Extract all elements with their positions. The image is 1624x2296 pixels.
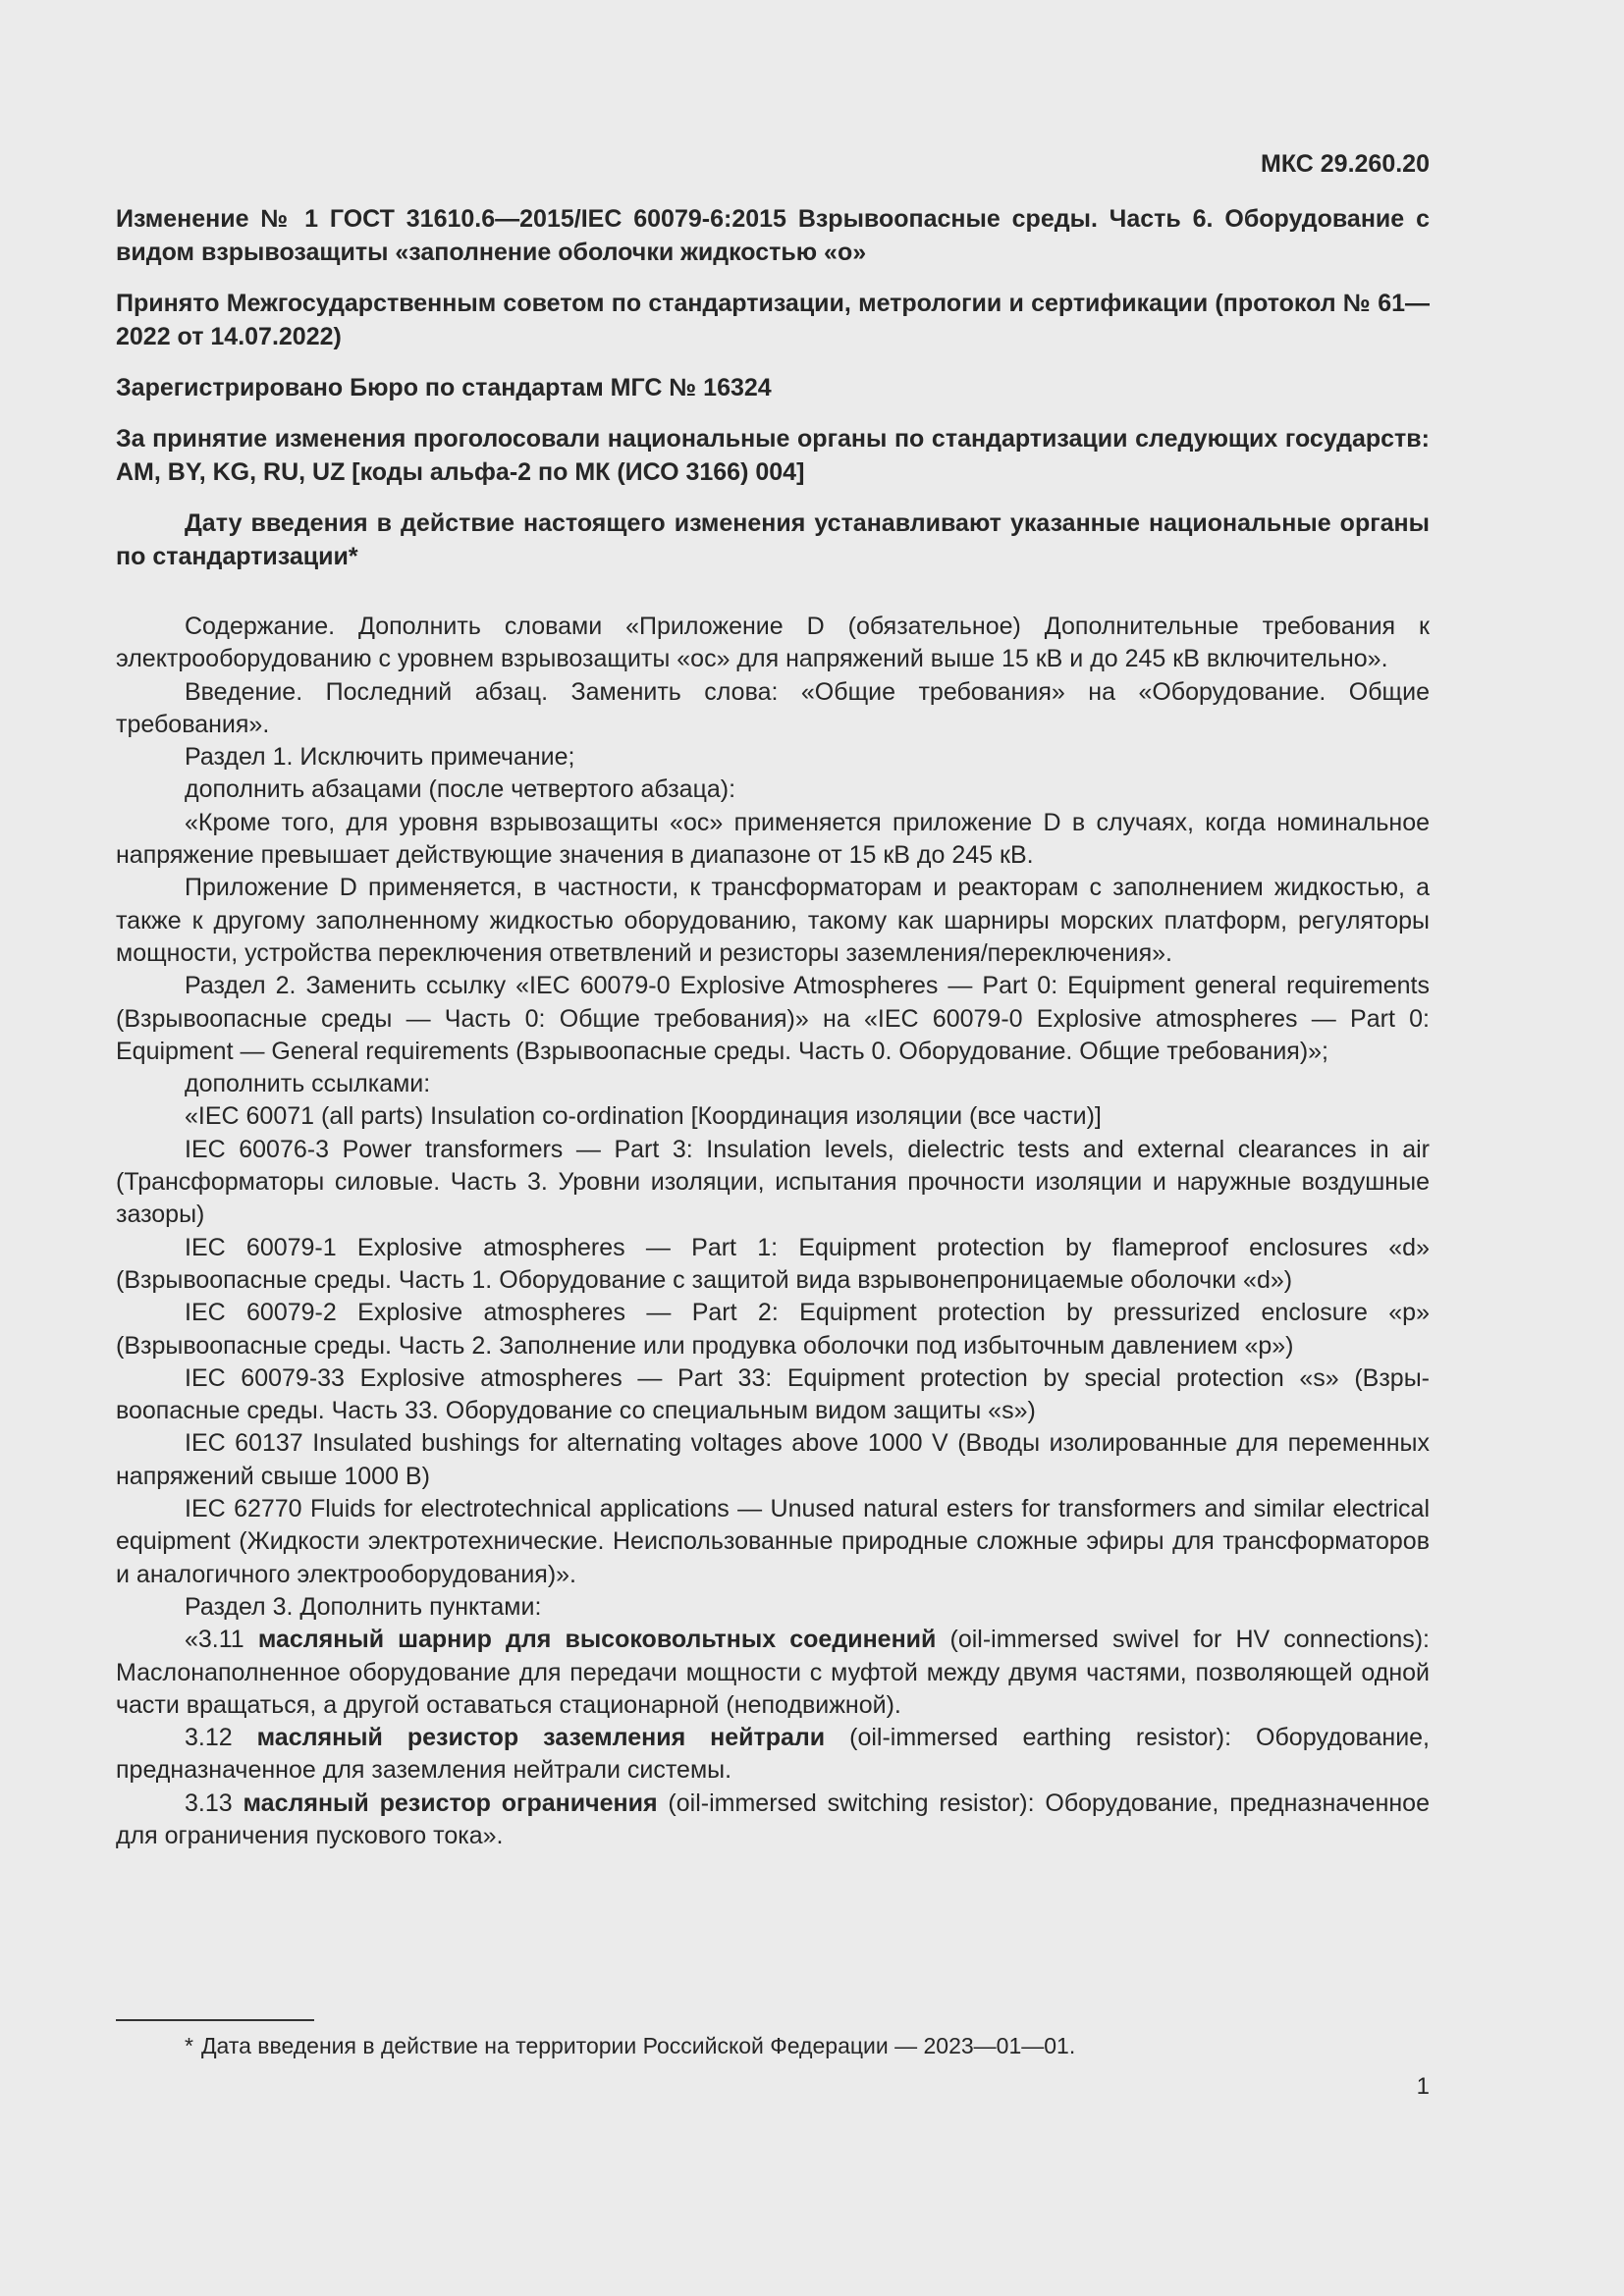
classification-code: МКС 29.260.20 (1261, 150, 1430, 178)
definition-3-11 (116, 1624, 1430, 1722)
definition-term: масляный резистор заземления нейтрали (256, 1724, 826, 1752)
reference-iec-60079-1: IEC 60079-1 Explosive atmospheres — Part 1: Equipment protection by flameproof enclosures «d» (Взрывоопасные среды. Часть 1. Оборудование с защитой вида взрывонепроницаемые оболочки «d») (116, 1233, 1430, 1294)
definition-number: 3.13 (185, 1789, 244, 1817)
reference-iec-60079-33: IEC 60079-33 Explosive atmospheres — Part 33: Equipment protection by special protection «s» (Взрывоопасные среды. Часть 33. Оборудование со специальным видом защиты «s») (116, 1363, 1430, 1425)
reference-iec-60137: IEC 60137 Insulated bushings for alternating voltages above 1000 V (Вводы изолированные для переменных напряжений свыше 1000 В) (116, 1429, 1430, 1490)
footnote-text: Дата введения в действие на территории Российской Федерации — 2023—01—01. (200, 2033, 1076, 2058)
paragraph-section-1-text-b: Приложение D применяется, в частности, к трансформаторам и реакторам с заполнением жидкостью, а также к другому заполненному жидкостью оборудованию, такому как шарниры морских платформ, регуляторы мощности, устройства переключения ответвлений и резисторы заземления/переключения». (116, 874, 1430, 967)
amendment-title: Изменение № 1 ГОСТ 31610.6—2015/IEC 60079-6:2015 Взрывоопасные среды. Часть 6. Оборудование с видом взрывозащиты «заполнение оболочки жидкостью «о» (116, 205, 1430, 266)
definition-3-13 (116, 1788, 1430, 1853)
paragraph-section-3: Раздел 3. Дополнить пунктами: (185, 1592, 542, 1621)
definition-text: (oil-immersed earthing resistor): Оборудование, предназначенное для заземления нейтрали системы. (116, 1724, 1431, 1785)
paragraph-introduction: Введение. Последний абзац. Заменить слова: «Общие требования» на «Оборудование. Общие требования». (116, 677, 1430, 738)
effective-date-statement: Дату введения в действие настоящего изменения устанавливают указанные национальные органы по стандартизации* (116, 509, 1430, 570)
footnote-separator (116, 2019, 314, 2021)
voting-statement: За принятие изменения проголосовали национальные органы по стандартизации следующих государств: AM, BY, KG, RU, UZ [коды альфа-2 по МК (ИСО 3166) 004] (116, 425, 1430, 486)
paragraph-section-1: Раздел 1. Исключить примечание; (185, 743, 575, 772)
definition-number: 3.12 (185, 1724, 257, 1752)
reference-iec-60079-2: IEC 60079-2 Explosive atmospheres — Part 2: Equipment protection by pressurized enclosure «p» (Взрывоопасные среды. Часть 2. Заполнение или продувка оболочки под избыточным давлением «p») (116, 1299, 1430, 1360)
definition-term: масляный резистор ограничения (243, 1789, 658, 1817)
definition-text: (oil-immersed switching resistor): Оборудование, предназначенное для ограничения пускового тока». (116, 1789, 1430, 1849)
paragraph-section-1-add: дополнить абзацами (после четвертого абзаца): (185, 775, 736, 804)
document-page (116, 147, 1430, 1852)
definition-number: «3.11 (185, 1626, 258, 1654)
registration-statement: Зарегистрировано Бюро по стандартам МГС № 16324 (116, 374, 772, 401)
adopted-statement: Принято Межгосударственным советом по стандартизации, метрологии и сертификации (протокол № 61—2022 от 14.07.2022) (116, 290, 1430, 350)
footnote (185, 2030, 1430, 2061)
footnote-mark: * (185, 2033, 193, 2058)
paragraph-section-2: Раздел 2. Заменить ссылку «IEC 60079-0 Explosive Atmospheres — Part 0: Equipment general requirements (Взрывоопасные среды — Часть 0: Общие требования)» на «IEC 60079-0 Explosive atmospheres — Part 0: Equipment — General requirements (Взрывоопасные среды. Часть 0. Оборудование. Общие требования)»; (116, 972, 1430, 1065)
page-number: 1 (1416, 2073, 1430, 2100)
paragraph-section-2-add: дополнить ссылками: (185, 1070, 431, 1098)
paragraph-contents: Содержание. Дополнить словами «Приложение D (обязательное) Дополнительные требования к электрооборудованию с уровнем взрывозащиты «ос» для напряжений выше 15 кВ и до 245 кВ включительно». (116, 613, 1430, 673)
reference-iec-62770: IEC 62770 Fluids for electrotechnical applications — Unused natural esters for transformers and similar electrical equipment (Жидкости электротехнические. Неиспользованные природные сложные эфиры для трансформаторов и аналогичного электрооборудования)». (116, 1495, 1430, 1588)
reference-iec-60071: «IEC 60071 (all parts) Insulation co-ordination [Координация изоляции (все части)] (185, 1102, 1102, 1131)
definition-term: масляный шарнир для высоковольтных соединений (257, 1626, 937, 1654)
definition-3-12 (116, 1722, 1430, 1788)
definition-text: (oil-immersed swivel for HV connections): Маслонаполненное оборудование для передачи мощности с муфтой между двумя частями, позволяющей одной части вращаться, а другой оставаться стационарной (неподвижной). (116, 1626, 1430, 1719)
reference-iec-60076-3: IEC 60076-3 Power transformers — Part 3: Insulation levels, dielectric tests and external clearances in air (Трансформаторы силовые. Часть 3. Уровни изоляции, испытания прочности изоляции и наружные воздушные зазоры) (116, 1135, 1430, 1229)
amendment-body (116, 611, 1430, 1852)
paragraph-section-1-text-a: «Кроме того, для уровня взрывозащиты «ос» применяется приложение D в случаях, когда номинальное напряжение превышает действующие значения в диапазоне от 15 кВ до 245 кВ. (116, 808, 1430, 870)
